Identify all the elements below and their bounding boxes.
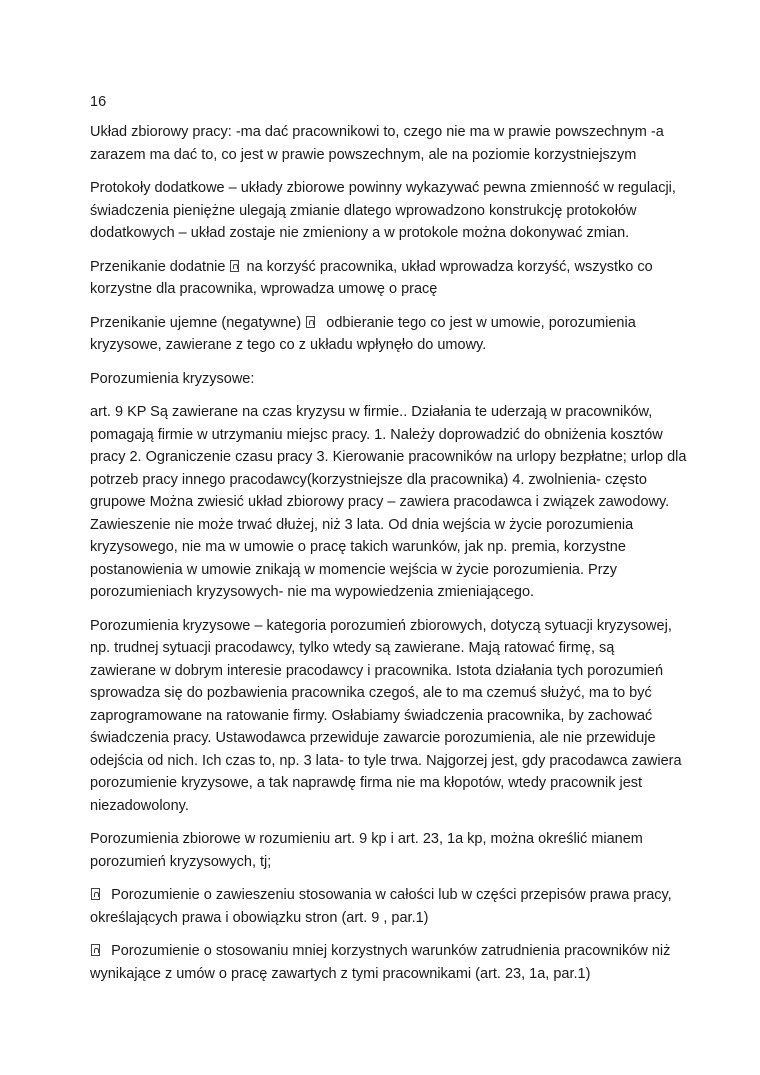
missing-glyph-icon (306, 316, 315, 328)
text-line: kryzysowego, nie ma w umowie o pracę takich warunków, jak np. premia, korzystne (90, 539, 626, 555)
text-segment: Przenikanie ujemne (negatywne) (90, 314, 302, 331)
text-line: porozumienie kryzysowe, a tak naprawdę firma nie ma kłopotów, wtedy pracownik jest (90, 775, 643, 791)
paragraph-przenikanie-ujemne (90, 312, 675, 357)
text-line: korzystne dla pracownika, wprowadza umowę o pracę (90, 281, 438, 297)
text-line: art. 9 KP Są zawierane na czas kryzysu w firmie.. Działania te uderzają w pracowników, (90, 404, 653, 420)
text-line (90, 312, 675, 335)
text-line: odejścia od nich. Ich czas to, np. 3 lata- to tyle trwa. Najgorzej jest, gdy pracodawca zawiera (90, 752, 682, 769)
text-line: sprowadza się do pozbawienia pracownika czegoś, ale to ma czemuś służyć, ma to być (90, 685, 652, 701)
text-line (90, 940, 675, 963)
bullet-item (90, 940, 675, 985)
text-line: porozumień kryzysowych, tj; (90, 853, 272, 870)
text-line: Układ zbiorowy pracy: -ma dać pracownikowi to, czego nie ma w prawie powszechnym -a (90, 124, 664, 140)
text-line (90, 256, 675, 279)
text-line: grupowe Można zwiesić układ zbiorowy pracy – zawiera pracodawca i związek zawodowy. (90, 494, 670, 510)
text-line: potrzeb pracy innego pracodawcy(korzystniejsze dla pracownika) 4. zwolnienia- często (90, 471, 647, 488)
text-line: dodatkowych – układ zostaje nie zmieniony a w protokole można dokonywać zmian. (90, 225, 630, 241)
text-line: zarazem ma dać to, co jest w prawie powszechnym, ale na poziomie korzystniejszym (90, 146, 637, 163)
text-line: kryzysowe, zawierane z tego co z układu wpłynęło do umowy. (90, 337, 487, 353)
paragraph-przenikanie-dodatnie (90, 256, 675, 301)
text-line: świadczenia pieniężne ulegają zmianie dlatego wprowadzono konstrukcję protokołów (90, 202, 637, 219)
page-content (90, 91, 687, 996)
paragraph-porozumienia-heading (90, 368, 675, 391)
text-line: niezadowolony. (90, 797, 189, 814)
text-line: Porozumienia zbiorowe w rozumieniu art. 9 kp i art. 23, 1a kp, można określić mianem (90, 831, 643, 847)
text-line: świadczenia pracy. Ustawodawca przewiduje zawarcie porozumienia, ale nie przewiduje (90, 730, 656, 746)
missing-glyph-icon (91, 944, 100, 956)
text-line: Porozumienia kryzysowe: (90, 370, 255, 387)
text-line: Porozumienia kryzysowe – kategoria porozumień zbiorowych, dotyczą sytuacji kryzysowej, (90, 617, 672, 634)
page-number: 16 (90, 94, 107, 110)
text-segment: Porozumienie o stosowaniu mniej korzystnych warunków zatrudnienia pracowników niż (111, 943, 671, 959)
text-segment: odbieranie tego co jest w umowie, porozumienia (326, 314, 636, 331)
text-line: zawierane w dobrym interesie pracodawcy i pracownika. Istota działania tych porozumień (90, 662, 664, 679)
text-line: zaprogramowane na ratowanie firmy. Osłabiamy świadczenia pracownika, by zachować (90, 707, 653, 724)
text-line: Zawieszenie nie może trwać dłużej, niż 3 lata. Od dnia wejścia w życie porozumienia (90, 516, 634, 533)
paragraph-porozumienia-zbiorowe (90, 828, 675, 873)
text-line: np. trudnej sytuacji pracodawcy, tylko wtedy są zawierane. Mają ratować firmę, są (90, 640, 615, 656)
bullet-item (90, 884, 675, 929)
text-line: określających prawa i obowiązku stron (art. 9 , par.1) (90, 909, 429, 926)
missing-glyph-icon (230, 260, 239, 272)
paragraph-uklad-zbiorowy (90, 121, 675, 166)
text-line: pracy 2. Ograniczenie czasu pracy 3. Kierowanie pracowników na urlopy bezpłatne; urlop dla (90, 449, 687, 465)
paragraph-art-9 (90, 401, 687, 604)
text-line (90, 884, 675, 907)
paragraph-protokoly-dodatkowe (90, 177, 675, 245)
text-line: Protokoły dodatkowe – układy zbiorowe powinny wykazywać pewna zmienność w regulacji, (90, 180, 676, 196)
text-line: postanowienia w umowie znikają w momencie wejścia w życie porozumienia. Przy (90, 561, 618, 578)
text-line: pomagają firmie w utrzymaniu miejsc pracy. 1. Należy doprowadzić do obniżenia kosztów (90, 426, 663, 443)
paragraph-porozumienia-kategoria (90, 615, 682, 818)
text-line: wynikające z umów o pracę zawartych z tymi pracownikami (art. 23, 1a, par.1) (90, 965, 591, 982)
missing-glyph-icon (91, 888, 100, 900)
text-segment: na korzyść pracownika, układ wprowadza korzyść, wszystko co (246, 258, 653, 275)
text-line: porozumieniach kryzysowych- nie ma wypowiedzenia zmieniającego. (90, 584, 535, 600)
text-segment: Przenikanie dodatnie (90, 258, 226, 275)
text-segment: Porozumienie o zawieszeniu stosowania w całości lub w części przepisów prawa pracy, (111, 887, 672, 903)
